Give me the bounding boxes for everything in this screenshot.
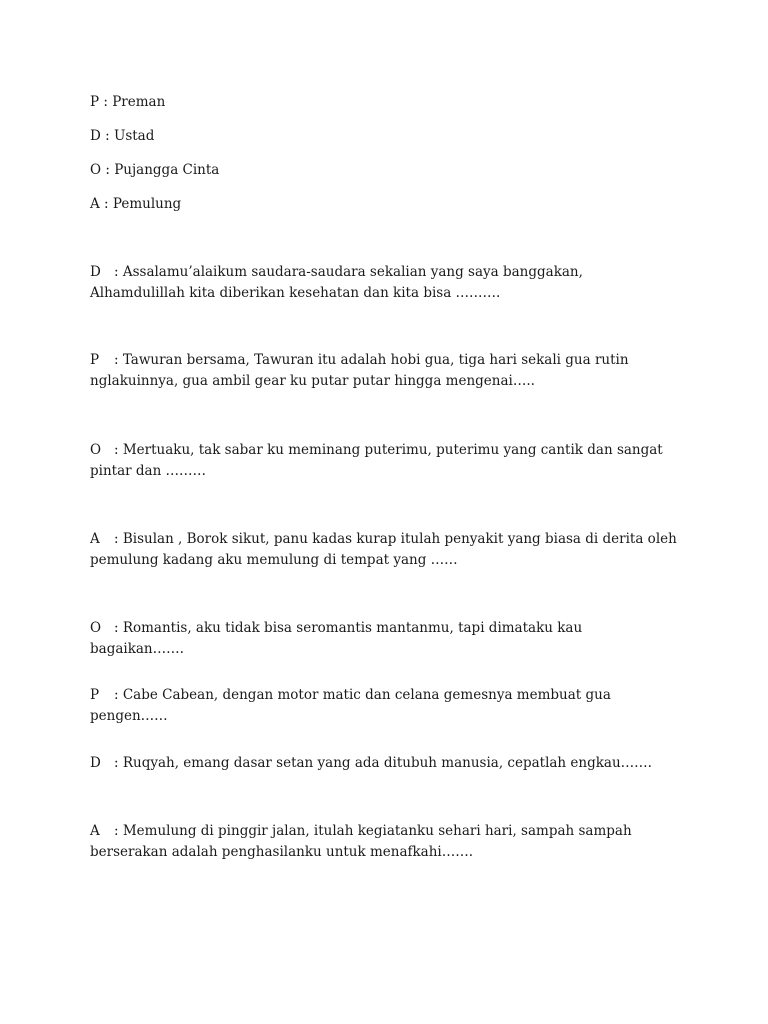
dialogue-text: : Memulung di pinggir jalan, itulah kegiatanku sehari hari, sampah sampah berserakan adalah penghasilanku untuk menafkahi…….: [90, 823, 632, 860]
dialogue-line: [90, 529, 680, 571]
role-pujangga-cinta: O : Pujangga Cinta: [90, 162, 220, 178]
speaker-code: A: [90, 823, 100, 839]
dialogue-line: [90, 262, 680, 304]
dialogue-text: : Assalamu’alaikum saudara-saudara sekalian yang saya banggakan, Alhamdulillah kita diberikan kesehatan dan kita bisa ……….: [90, 264, 583, 301]
speaker-code: D: [90, 755, 101, 771]
dialogue-line: [90, 685, 680, 727]
dialogue-line: [90, 440, 680, 482]
speaker-code: P: [90, 352, 100, 368]
dialogue-text: : Cabe Cabean, dengan motor matic dan celana gemesnya membuat gua pengen……: [90, 687, 611, 724]
speaker-code: O: [90, 442, 102, 458]
speaker-code: O: [90, 620, 102, 636]
dialogue-line: [90, 618, 680, 660]
dialogue-line: [90, 821, 680, 863]
role-pemulung: A : Pemulung: [90, 196, 182, 212]
speaker-code: P: [90, 687, 100, 703]
speaker-code: A: [90, 531, 100, 547]
dialogue-line: [90, 753, 680, 774]
dialogue-line: [90, 350, 680, 392]
role-list: [90, 92, 690, 228]
role-preman: P : Preman: [90, 94, 166, 110]
dialogue-text: : Tawuran bersama, Tawuran itu adalah hobi gua, tiga hari sekali gua rutin nglakuinnya, gua ambil gear ku putar putar hingga mengenai…..: [90, 352, 629, 389]
dialogue-text: : Bisulan , Borok sikut, panu kadas kurap itulah penyakit yang biasa di derita oleh pemulung kadang aku memulung di tempat yang ……: [90, 531, 677, 568]
dialogue-text: : Ruqyah, emang dasar setan yang ada ditubuh manusia, cepatlah engkau…….: [114, 755, 652, 771]
role-ustad: D : Ustad: [90, 128, 155, 144]
dialogue-text: : Mertuaku, tak sabar ku meminang puterimu, puterimu yang cantik dan sangat pintar dan ………: [90, 442, 663, 479]
speaker-code: D: [90, 264, 101, 280]
dialogue-text: : Romantis, aku tidak bisa seromantis mantanmu, tapi dimataku kau bagaikan…….: [90, 620, 583, 657]
